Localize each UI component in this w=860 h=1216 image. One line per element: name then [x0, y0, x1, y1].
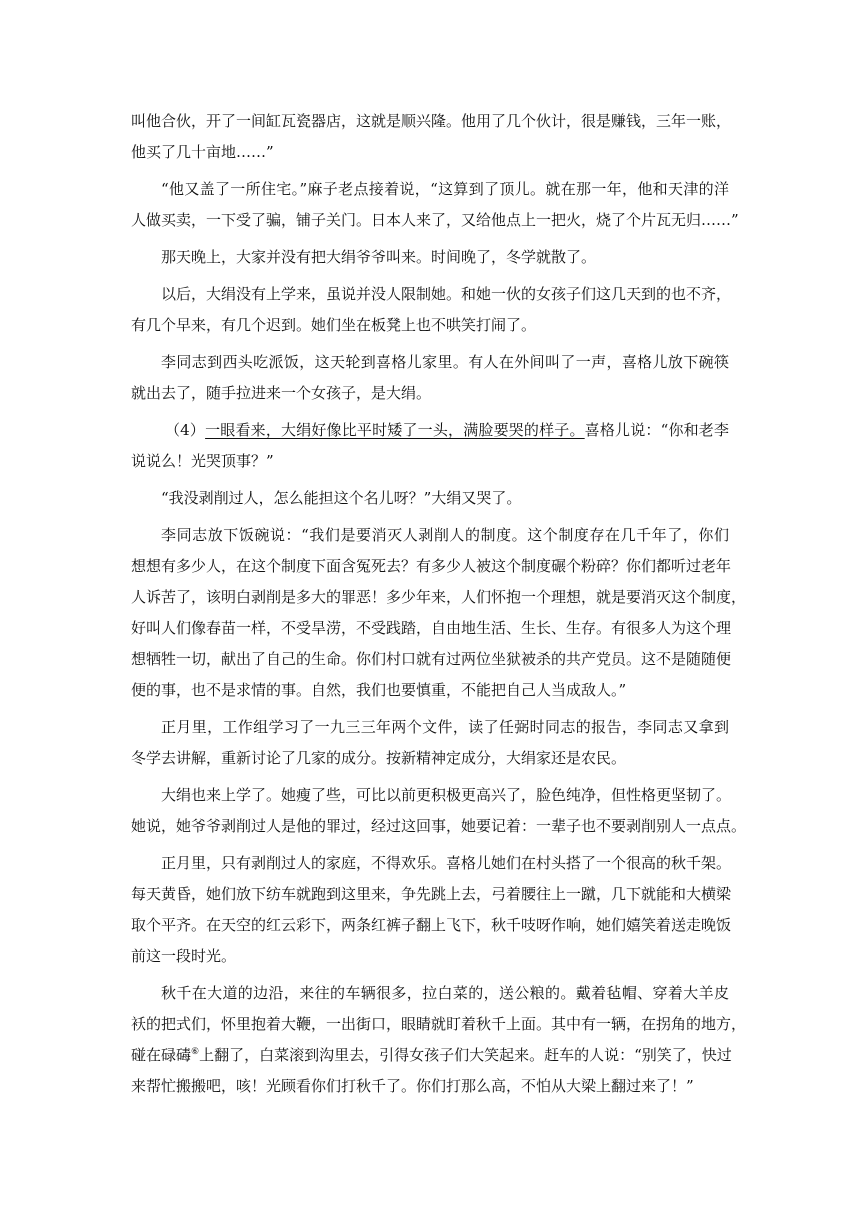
text-segment: 碰在碌碡	[131, 1046, 192, 1064]
text-segment: 上翻了，白菜滚到沟里去，引得女孩子们大笑起来。赶车的人说：“别笑了，快过	[199, 1046, 732, 1064]
text-line: 李同志放下饭碗说：“我们是要消灭人剥削人的制度。这个制度存在几千年了，你们	[161, 526, 729, 544]
text-line: 就出去了，随手拉进来一个女孩子，是大绢。	[131, 384, 432, 402]
text-line: 前这一段时光。	[131, 947, 237, 965]
text-line	[131, 415, 729, 446]
text-line: 叫他合伙，开了一间缸瓦瓷器店，这就是顺兴隆。他用了几个伙计，很是赚钱，三年一账，	[131, 112, 732, 130]
text-line: 正月里，只有剥削过人的家庭，不得欢乐。喜格儿她们在村头搭了一个很高的秋千架。	[161, 854, 732, 872]
text-line: 有几个早来，有几个迟到。她们坐在板凳上也不哄笑打闹了。	[131, 316, 537, 334]
text-line: 人诉苦了，该明白剥削是多大的罪恶！多少年来，人们怀抱一个理想，就是要消灭这个制度，	[131, 588, 747, 606]
text-line: 来帮忙搬搬吧，咳！光顾看你们打秋千了。你们打那么高，不怕从大梁上翻过来了！”	[131, 1077, 694, 1095]
text-line: 袄的把式们，怀里抱着大鞭，一出街口，眼睛就盯着秋千上面。其中有一辆，在拐角的地方，	[131, 1015, 747, 1033]
text-segment: 喜格儿说：“你和老李	[584, 421, 729, 439]
text-line: 每天黄昏，她们放下纺车就跑到这里来，争先跳上去，弓着腰往上一蹴，几下就能和大横梁	[131, 885, 732, 903]
text-line: 想想有多少人，在这个制度下面含冤死去？有多少人被这个制度碾个粉碎？你们都听过老年	[131, 557, 732, 575]
text-line: 他买了几十亩地……”	[131, 143, 274, 161]
text-line: “我没剥削过人，怎么能担这个名儿呀？”大绢又哭了。	[161, 489, 522, 507]
footnote-marker: ⑥	[191, 1047, 200, 1057]
text-line: 想牺牲一切，献出了自己的生命。你们村口就有过两位坐狱被杀的共产党员。这不是随随便	[131, 650, 732, 668]
text-line: 李同志到西头吃派饭，这天轮到喜格儿家里。有人在外间叫了一声，喜格儿放下碗筷	[161, 353, 729, 371]
text-line	[131, 1040, 732, 1071]
text-line: 好叫人们像春苗一样，不受旱涝，不受践踏，自由地生活、生长、生存。有很多人为这个理	[131, 619, 732, 637]
text-line: 她说，她爷爷剥削过人是他的罪过，经过这回事，她要记着：一辈子也不要剥削别人一点点。	[131, 817, 747, 835]
text-line: 取个平齐。在天空的红云彩下，两条红裤子翻上飞下，秋千吱呀作响，她们嬉笑着送走晚饭	[131, 916, 732, 934]
text-line: 大绢也来上学了。她瘦了些，可比以前更积极更高兴了，脸色纯净，但性格更坚韧了。	[161, 786, 732, 804]
text-line: 秋千在大道的边沿，来往的车辆很多，拉白菜的，送公粮的。戴着毡帽、穿着大羊皮	[161, 984, 729, 1002]
text-line: 说说么！光哭顶事？”	[131, 452, 274, 470]
text-line: 人做买卖，一下受了骗，铺子关门。日本人来了，又给他点上一把火，烧了个片瓦无归……”	[131, 211, 739, 229]
text-line: 正月里，工作组学习了一九三三年两个文件，读了任弼时同志的报告，李同志又拿到	[161, 718, 729, 736]
document-page	[131, 106, 747, 1102]
text-line: 那天晚上，大家并没有把大绢爷爷叫来。时间晚了，冬学就散了。	[161, 248, 597, 266]
question-marker: （4）	[165, 421, 206, 439]
text-line: 冬学去讲解，重新讨论了几家的成分。按新精神定成分，大绢家还是农民。	[131, 749, 627, 767]
text-line: 便的事，也不是求情的事。自然，我们也要慎重，不能把自己人当成敌人。”	[131, 681, 627, 699]
text-line: “他又盖了一所住宅。”麻子老点接着说，“这算到了顶儿。就在那一年，他和天津的洋	[161, 180, 729, 198]
text-line: 以后，大绢没有上学来，虽说并没人限制她。和她一伙的女孩子们这几天到的也不齐，	[161, 285, 732, 303]
underlined-sentence: 一眼看来，大绢好像比平时矮了一头，满脸要哭的样子。	[205, 421, 585, 439]
